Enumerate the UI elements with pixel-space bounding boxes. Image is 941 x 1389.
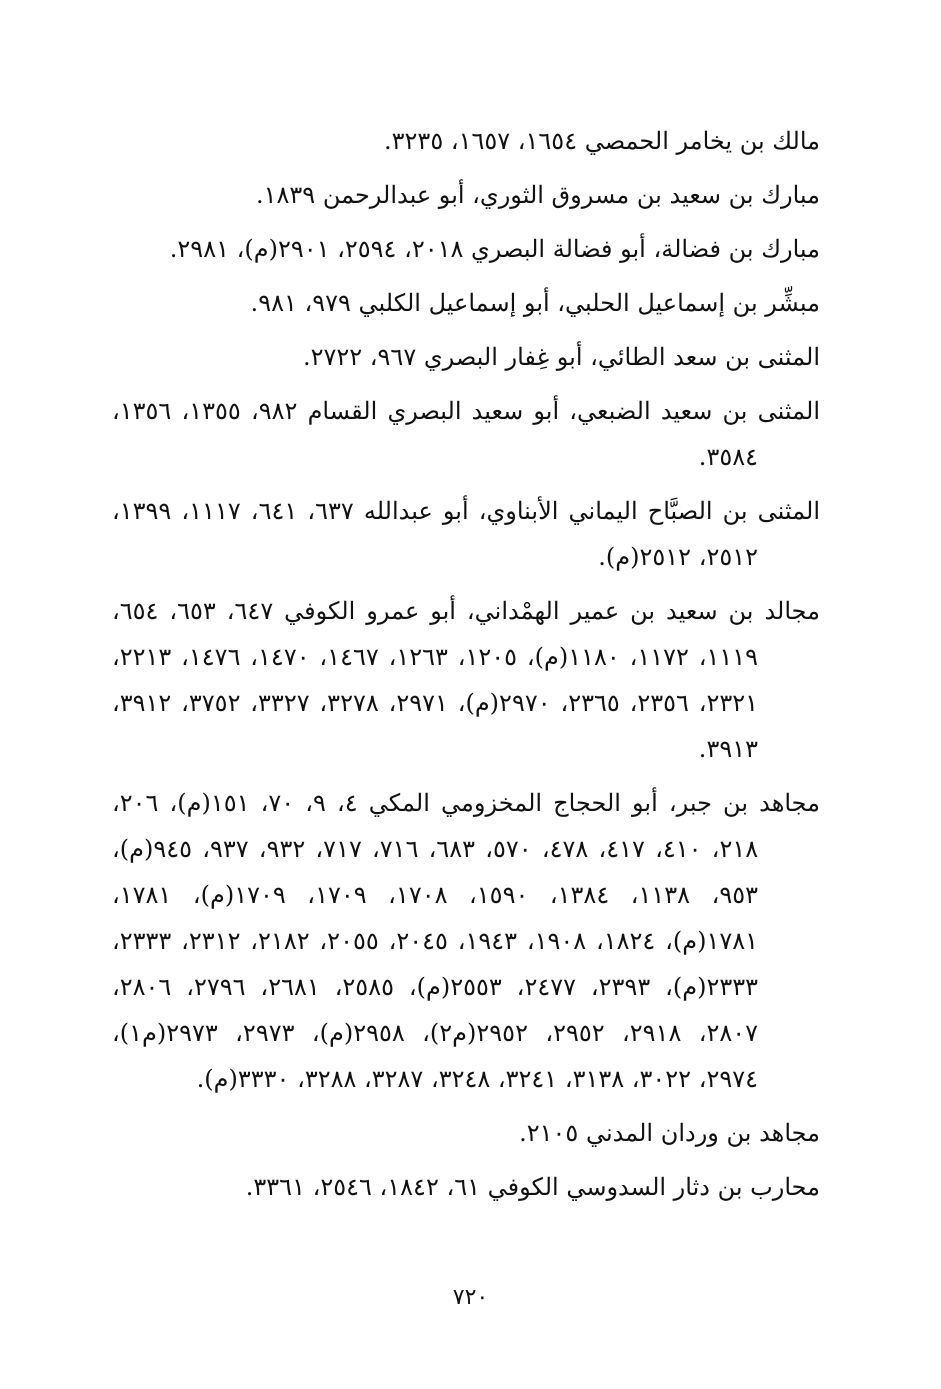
index-entry: مجالد بن سعيد بن عمير الهمْداني، أبو عمرو الكوفي ٦٤٧، ٦٥٣، ٦٥٤، ١١١٩، ١١٧٢، ١١٨٠(م)، ١٢٠٥، ١٢٦٣، ١٤٦٧، ١٤٧٠، ١٤٧٦، ٢٢١٣، ٢٣٢١، ٢٣٥٦، ٢٣٦٥، ٢٩٧٠(م)، ٢٩٧١، ٣٢٧٨، ٣٣٢٧، ٣٧٥٢، ٣٩١٢، ٣٩١٣. <box>112 597 821 763</box>
index-entry: مجاهد بن جبر، أبو الحجاج المخزومي المكي ٤، ٩، ٧٠، ١٥١(م)، ٢٠٦، ٢١٨، ٤١٠، ٤١٧، ٤٧٨، ٥٧٠، ٦٨٣، ٧١٦، ٧١٧، ٩٣٢، ٩٣٧، ٩٤٥(م)، ٩٥٣، ١١٣٨، ١٣٨٤، ١٥٩٠، ١٧٠٨، ١٧٠٩، ١٧٠٩(م)، ١٧٨١، ١٧٨١(م)، ١٨٢٤، ١٩٠٨، ١٩٤٣، ٢٠٤٥، ٢٠٥٥، ٢١٨٢، ٢٣١٢، ٢٣٣٣، ٢٣٣٣(م)، ٢٣٩٣، ٢٤٧٧، ٢٥٥٣(م)، ٢٥٨٥، ٢٦٨١، ٢٧٩٦، ٢٨٠٦، ٢٨٠٧، ٢٩١٨، ٢٩٥٢، ٢٩٥٢(م٢)، ٢٩٥٨(م)، ٢٩٧٣، ٢٩٧٣(م١)، ٢٩٧٤، ٣٠٢٢، ٣١٣٨، ٣٢٤١، ٣٢٤٨، ٣٢٨٧، ٣٢٨٨، ٣٣٣٠(م). <box>112 789 821 1093</box>
page-number: ٧٢٠ <box>452 1285 489 1310</box>
index-entry: مبارك بن سعيد بن مسروق الثوري، أبو عبدالرحمن ١٨٣٩. <box>255 181 820 209</box>
index-entry: مالك بن يخامر الحمصي ١٦٥٤، ١٦٥٧، ٣٢٣٥. <box>384 127 820 155</box>
index-entry: مبارك بن فضالة، أبو فضالة البصري ٢٠١٨، ٢٥٩٤، ٢٩٠١(م)، ٢٩٨١. <box>169 235 820 263</box>
index-entry: المثنى بن الصبَّاح اليماني الأبناوي، أبو عبدالله ٦٣٧، ٦٤١، ١١١٧، ١٣٩٩، ٢٥١٢، ٢٥١٢(م). <box>112 497 821 571</box>
index-entry: محارب بن دثار السدوسي الكوفي ٦١، ١٨٤٢، ٢٥٤٦، ٣٣٦١. <box>245 1173 820 1201</box>
index-entry: المثنى بن سعد الطائي، أبو غِفار البصري ٩٦٧، ٢٧٢٢. <box>302 343 820 371</box>
narrator-index-list <box>112 118 820 1218</box>
index-entry: مجاهد بن وردان المدني ٢١٠٥. <box>519 1119 820 1147</box>
index-entry: مبشِّر بن إسماعيل الحلبي، أبو إسماعيل الكلبي ٩٧٩، ٩٨١. <box>250 289 820 317</box>
index-entry: المثنى بن سعيد الضبعي، أبو سعيد البصري القسام ٩٨٢، ١٣٥٥، ١٣٥٦، ٣٥٨٤. <box>112 397 820 471</box>
